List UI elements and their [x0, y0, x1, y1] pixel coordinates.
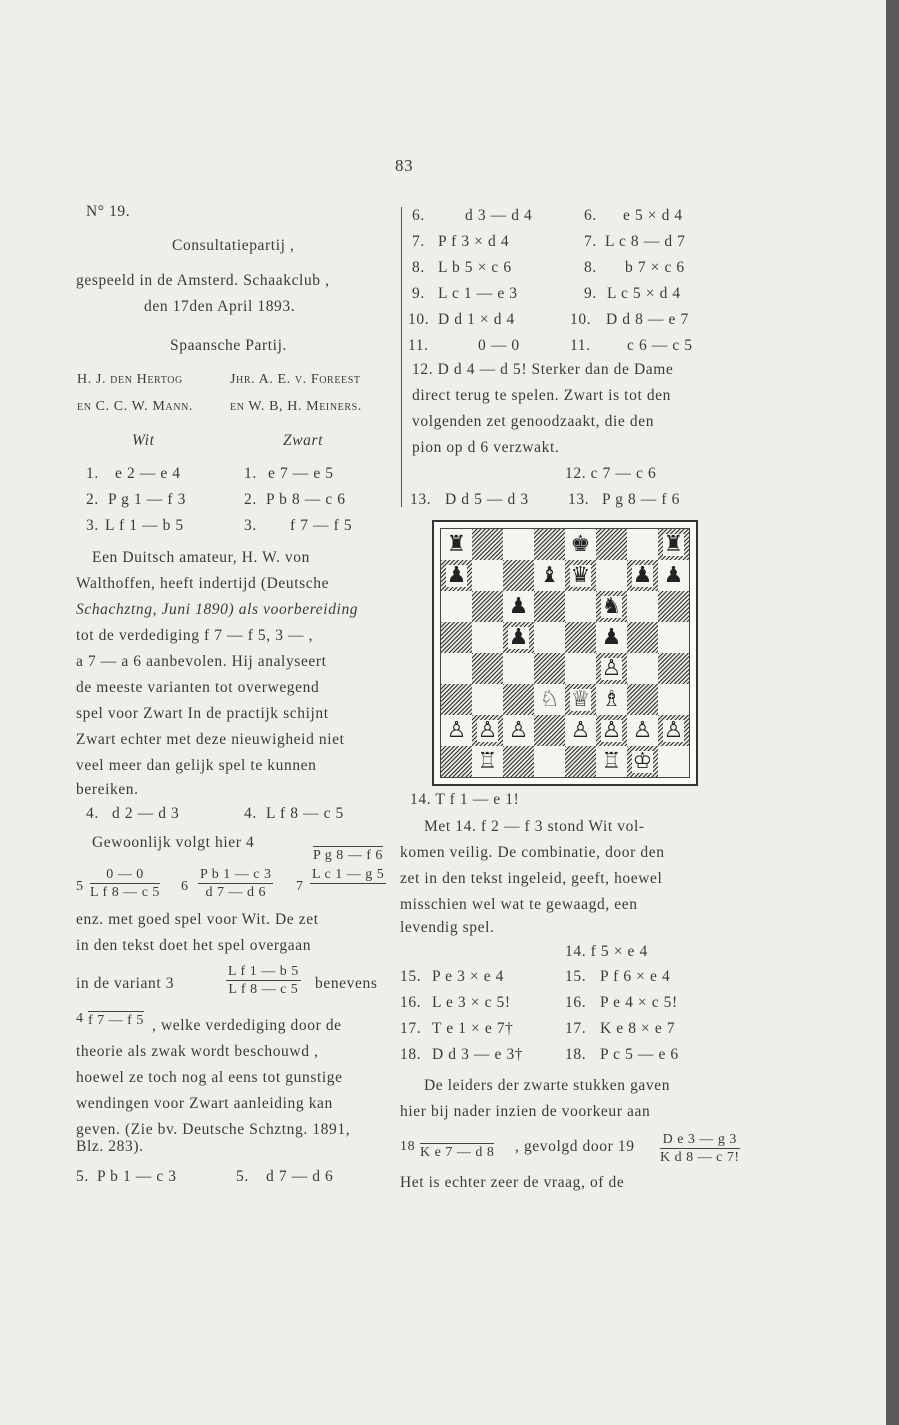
variation-7-fraction: L c 1 — g 5 [312, 867, 385, 882]
board-square [534, 684, 565, 715]
board-square [596, 684, 627, 715]
chess-piece: ♙ [477, 717, 498, 743]
text-line: Met 14. f 2 — f 3 stond Wit vol- [424, 818, 645, 835]
four-fraction: f 7 — f 5 [88, 1013, 144, 1028]
board-square [441, 529, 472, 560]
black-move: f 7 — f 5 [290, 517, 353, 534]
move-number: 11. [408, 337, 429, 354]
chess-piece: ♜ [663, 531, 684, 557]
move-number: 3. [244, 517, 257, 534]
move-number: 9. [584, 285, 597, 302]
board-square [658, 529, 689, 560]
board-square [534, 622, 565, 653]
board-square [596, 715, 627, 746]
move-number: 5. [76, 1168, 89, 1185]
black-move-14: 14. f 5 × e 4 [565, 943, 648, 960]
board-square [441, 591, 472, 622]
board-square [627, 684, 658, 715]
chess-piece: ♚ [570, 531, 591, 557]
board-square [441, 653, 472, 684]
chess-piece: ♙ [601, 655, 622, 681]
black-move: L f 8 — c 5 [266, 805, 344, 822]
board-square [596, 529, 627, 560]
board-square [534, 653, 565, 684]
move-number: 4. [86, 805, 99, 822]
text-line: enz. met goed spel voor Wit. De zet [76, 911, 319, 928]
text-line: de meeste varianten tot overwegend [76, 679, 320, 696]
white-move: L b 5 × c 6 [438, 259, 512, 276]
board-square [627, 591, 658, 622]
chess-piece: ♝ [539, 562, 560, 588]
variation-number: 4 [76, 1011, 84, 1026]
variant-label: in de variant 3 [76, 975, 175, 992]
board-square [534, 560, 565, 591]
white-move: L c 1 — e 3 [438, 285, 518, 302]
text-line: misschien wel wat te gewaagd, een [400, 896, 638, 913]
white-players-line1: H. J. den Hertog [77, 372, 183, 387]
black-move: L c 5 × d 4 [607, 285, 681, 302]
board-square [596, 622, 627, 653]
board-square [658, 653, 689, 684]
board-square [534, 591, 565, 622]
text-line: Een Duitsch amateur, H. W. von [92, 549, 310, 566]
usual-fraction: P g 8 — f 6 [313, 832, 383, 864]
move-number: 6. [412, 207, 425, 224]
chess-board [440, 528, 690, 778]
board-square [441, 622, 472, 653]
board-square [534, 746, 565, 777]
text-line: De leiders der zwarte stukken gaven [424, 1077, 671, 1094]
board-square [503, 529, 534, 560]
variant-fraction: $\frac{\text{L f 1 — b 5}}{\text{L f 8 — c 5}}$ [228, 964, 299, 997]
text-line: veel meer dan gelijk spel te kunnen [76, 757, 317, 774]
board-square [627, 529, 658, 560]
chess-piece: ♕ [570, 686, 591, 712]
text-line: theorie als zwak wordt beschouwd , [76, 1043, 319, 1060]
move-number: 13. [568, 491, 590, 508]
board-square [658, 591, 689, 622]
board-square [565, 715, 596, 746]
move-number: 11. [570, 337, 591, 354]
white-move: D d 1 × d 4 [438, 311, 515, 328]
board-square [627, 560, 658, 591]
chess-piece: ♙ [446, 717, 467, 743]
move-number: 1. [86, 465, 99, 482]
board-square [503, 560, 534, 591]
black-move: d 7 — d 6 [266, 1168, 334, 1185]
board-square [472, 684, 503, 715]
text-line: hier bij nader inzien de voorkeur aan [400, 1103, 651, 1120]
move-number: 16. [565, 994, 587, 1011]
board-square [565, 591, 596, 622]
usual-line: Gewoonlijk volgt hier 4 [92, 834, 255, 851]
text-line: a 7 — a 6 aanbevolen. Hij analyseert [76, 653, 327, 670]
move-number: 7. [584, 233, 597, 250]
board-square [472, 653, 503, 684]
move-14: 14. T f 1 — e 1! [410, 791, 520, 808]
black-move: D d 8 — e 7 [606, 311, 689, 328]
black-move: P g 8 — f 6 [602, 491, 680, 508]
white-move: d 2 — d 3 [112, 805, 180, 822]
chess-piece: ♙ [508, 717, 529, 743]
black-move: b 7 × c 6 [625, 259, 685, 276]
chess-piece: ♙ [570, 717, 591, 743]
move-number: 15. [565, 968, 587, 985]
heading-consultation: Consultatiepartij , [172, 237, 295, 254]
board-square [503, 715, 534, 746]
move-number: 18. [400, 1046, 422, 1063]
white-move: d 3 — d 4 [465, 207, 533, 224]
white-move: P b 1 — c 3 [97, 1168, 177, 1185]
board-square [503, 746, 534, 777]
move-number: 8. [412, 259, 425, 276]
variation-number: 5 [76, 879, 84, 894]
board-square [441, 560, 472, 591]
chess-piece: ♛ [570, 562, 591, 588]
black-move: P f 6 × e 4 [600, 968, 671, 985]
column-black: Zwart [283, 432, 324, 449]
text-line: spel voor Zwart In de practijk schijnt [76, 705, 329, 722]
white-move: P f 3 × d 4 [438, 233, 510, 250]
board-square [596, 653, 627, 684]
white-move: P e 3 × e 4 [432, 968, 505, 985]
chess-piece: ♟ [508, 624, 529, 650]
text-line: Blz. 283). [76, 1138, 144, 1155]
black-move: K e 8 × e 7 [600, 1020, 676, 1037]
variation-number: 6 [181, 879, 189, 894]
board-square [534, 715, 565, 746]
board-square [596, 746, 627, 777]
board-square [627, 622, 658, 653]
chess-piece: ♟ [601, 624, 622, 650]
move-number: 18. [565, 1046, 587, 1063]
black-players-line1: Jhr. A. E. v. Foreest [230, 372, 361, 387]
white-move: 0 — 0 [478, 337, 520, 354]
text-line: Walthoffen, heeft indertijd (Deutsche [76, 575, 330, 592]
text-followed-by: , gevolgd door 19 [515, 1138, 635, 1155]
move-number: 4. [244, 805, 257, 822]
text-line: 12. D d 4 — d 5! Sterker dan de Dame [412, 361, 674, 378]
board-square [565, 622, 596, 653]
text-line: wendingen voor Zwart aanleiding kan [76, 1095, 333, 1112]
text-line: direct terug te spelen. Zwart is tot den [412, 387, 672, 404]
board-square [503, 622, 534, 653]
black-move: P c 5 — e 6 [600, 1046, 679, 1063]
board-square [441, 684, 472, 715]
move-number: 17. [565, 1020, 587, 1037]
white-move: L e 3 × c 5! [432, 994, 511, 1011]
text-line: bereiken. [76, 781, 139, 798]
black-move: P b 8 — c 6 [266, 491, 346, 508]
board-square [627, 653, 658, 684]
move-number: 2. [244, 491, 257, 508]
board-square [658, 560, 689, 591]
page-edge [886, 0, 899, 1425]
board-square [472, 622, 503, 653]
chess-piece: ♙ [663, 717, 684, 743]
board-square [472, 560, 503, 591]
move-number: 6. [584, 207, 597, 224]
text-line: pion op d 6 verzwakt. [412, 439, 560, 456]
move-number: 7. [412, 233, 425, 250]
white-move: D d 3 — e 3† [432, 1046, 524, 1063]
white-move: D d 5 — d 3 [445, 491, 529, 508]
board-square [565, 653, 596, 684]
text-line: in den tekst doet het spel overgaan [76, 937, 312, 954]
chess-piece: ♟ [446, 562, 467, 588]
black-move-12: 12. c 7 — c 6 [565, 465, 657, 482]
variation-number: 7 [296, 879, 304, 894]
variation-5-fraction: $\frac{0 — 0}{\text{L f 8 — c 5}}$ [90, 867, 160, 900]
opening-name: Spaansche Partij. [170, 337, 287, 354]
text-line: volgenden zet genoodzaakt, die den [412, 413, 655, 430]
text-line: Zwart echter met deze nieuwigheid niet [76, 731, 345, 748]
column-divider [401, 207, 402, 507]
board-square [472, 746, 503, 777]
chess-piece: ♞ [601, 593, 622, 619]
black-move: P e 4 × c 5! [600, 994, 678, 1011]
heading-played-at: gespeeld in de Amsterd. Schaakclub , [76, 272, 330, 289]
text-line: levendig spel. [400, 919, 495, 936]
board-square [596, 560, 627, 591]
board-square [472, 591, 503, 622]
chess-piece: ♟ [663, 562, 684, 588]
move-number: 15. [400, 968, 422, 985]
page-number: 83 [395, 156, 414, 175]
board-square [503, 684, 534, 715]
black-move: L c 8 — d 7 [605, 233, 686, 250]
board-square [596, 591, 627, 622]
text-line: Het is echter zeer de vraag, of de [400, 1174, 625, 1191]
black-move: e 7 — e 5 [268, 465, 334, 482]
text-line: komen veilig. De combinatie, door den [400, 844, 665, 861]
chess-piece: ♘ [539, 686, 560, 712]
white-move: P g 1 — f 3 [108, 491, 186, 508]
board-square [658, 746, 689, 777]
board-square [441, 746, 472, 777]
board-square [658, 622, 689, 653]
move-number: 8. [584, 259, 597, 276]
move-number: 1. [244, 465, 257, 482]
variant-post: benevens [315, 975, 378, 992]
white-move: T e 1 × e 7† [432, 1020, 514, 1037]
chess-piece: ♔ [632, 748, 653, 774]
board-square [503, 653, 534, 684]
text-line: hoewel ze toch nog al eens tot gunstige [76, 1069, 343, 1086]
board-square [441, 715, 472, 746]
move-number: 13. [410, 491, 432, 508]
black-move: c 6 — c 5 [627, 337, 693, 354]
chess-piece: ♖ [601, 748, 622, 774]
board-square [565, 560, 596, 591]
board-square [565, 746, 596, 777]
chess-piece: ♜ [446, 531, 467, 557]
white-move: L f 1 — b 5 [105, 517, 184, 534]
move-number: 17. [400, 1020, 422, 1037]
chess-piece: ♗ [601, 686, 622, 712]
chess-piece: ♟ [632, 562, 653, 588]
game-number: N° 19. [86, 203, 131, 220]
board-square [658, 684, 689, 715]
board-square [627, 715, 658, 746]
move-number: 9. [412, 285, 425, 302]
black-move: e 5 × d 4 [623, 207, 683, 224]
fraction-19: $\frac{\text{D e 3 — g 3}}{\text{K d 8 — c 7!}}$ [660, 1132, 740, 1165]
board-square [503, 591, 534, 622]
move-number: 16. [400, 994, 422, 1011]
chess-piece: ♖ [477, 748, 498, 774]
white-players-line2: en C. C. W. Mann. [77, 399, 193, 414]
text-line: zet in den tekst ingeleid, geeft, hoewel [400, 870, 663, 887]
chess-piece: ♙ [632, 717, 653, 743]
chess-piece: ♙ [601, 717, 622, 743]
move-number: 5. [236, 1168, 249, 1185]
black-players-line2: en W. B, H. Meiners. [230, 399, 362, 414]
move-ref-18: 18 [400, 1139, 416, 1154]
variation-6-fraction: $\frac{\text{P b 1 — c 3}}{d 7 — d 6}$ [200, 867, 272, 900]
text-line: Schachztng, Juni 1890) als voorbereiding [76, 601, 359, 618]
board-square [627, 746, 658, 777]
white-move: e 2 — e 4 [115, 465, 181, 482]
board-square [534, 529, 565, 560]
move-number: 3. [86, 517, 99, 534]
fraction-18: K e 7 — d 8 [420, 1133, 494, 1161]
move-number: 2. [86, 491, 99, 508]
text-line: geven. (Zie bv. Deutsche Schztng. 1891, [76, 1121, 351, 1138]
column-white: Wit [132, 432, 155, 449]
board-square [472, 529, 503, 560]
move-number: 10. [408, 311, 430, 328]
board-square [472, 715, 503, 746]
text-line: , welke verdediging door de [152, 1017, 342, 1034]
heading-date: den 17den April 1893. [144, 298, 296, 315]
board-square [565, 529, 596, 560]
chess-piece: ♟ [508, 593, 529, 619]
board-square [658, 715, 689, 746]
text-line: tot de verdediging f 7 — f 5, 3 — , [76, 627, 314, 644]
move-number: 10. [570, 311, 592, 328]
board-square [565, 684, 596, 715]
